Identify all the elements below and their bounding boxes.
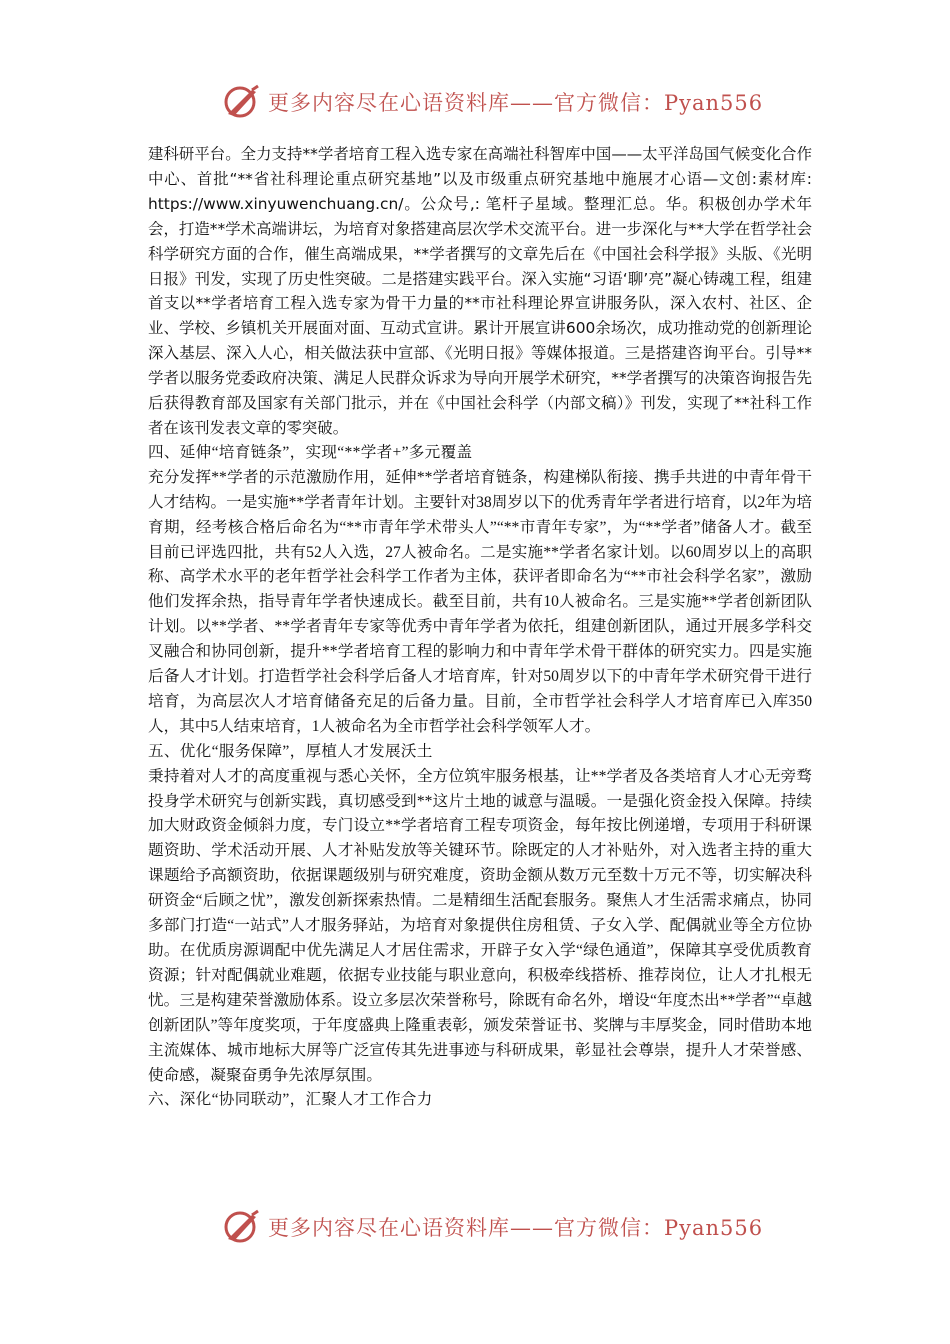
section-heading-6: 六、深化“协同联动”，汇聚人才工作合力 <box>148 1091 433 1109</box>
section-heading-4: 四、延伸“培育链条”，实现“**学者+”多元覆盖 <box>148 443 473 461</box>
banner-text: 更多内容尽在心语资料库——官方微信：Pyan556 <box>268 91 764 115</box>
paragraph-section-5: 秉持着对人才的高度重视与悉心关怀，全方位筑牢服务根基，让**学者及各类培育人才心无旁骛投身学术研究与创新实践，真切感受到**这片土地的诚意与温暖。一是强化资金投入保障。持续加大财政资金倾斜力度，专门设立**学者培育工程专项资金，每年按比例递增，专项用于科研课题资助、学术活动开展、人才补贴发放等关键环节。除既定的人才补贴外，对入选者主持的重大课题给予高额资助，依据课题级别与研究难度，资助金额从数万元至数十万元不等，切实解决科研资金“后顾之忧”，激发创新探索热情。二是精细生活配套服务。聚焦人才生活需求痛点，协同多部门打造“一站式”人才服务驿站，为培育对象提供住房租赁、子女入学、配偶就业等全方位协助。在优质房源调配中优先满足人才居住需求，开辟子女入学“绿色通道”，保障其享受优质教育资源；针对配偶就业难题，依据专业技能与职业意向，积极牵线搭桥、推荐岗位，让人才扎根无忧。三是构建荣誉激励体系。设立多层次荣誉称号，除既有命名外，增设“年度杰出**学者”“卓越创新团队”等年度奖项，于年度盛典上隆重表彰，颁发荣誉证书、奖牌与丰厚奖金，同时借助本地主流媒体、城市地标大屏等广泛宣传其先进事迹与科研成果，彰显社会尊崇，提升人才荣誉感、使命感，凝聚奋勇争先浓厚氛围。 <box>148 767 812 1084</box>
header-banner <box>222 80 764 124</box>
pen-logo-icon <box>222 82 262 122</box>
pen-logo-icon <box>222 1207 262 1247</box>
paragraph-section-4: 充分发挥**学者的示范激励作用，延伸**学者培育链条，构建梯队衔接、携手共进的中青年骨干人才结构。一是实施**学者青年计划。主要针对38周岁以下的优秀青年学者进行培育，以2年为培育期，经考核合格后命名为“**市青年学术带头人”“**市青年专家”，为“**学者”储备人才。截至目前已评选四批，共有52人入选，27人被命名。二是实施**学者名家计划。以60周岁以上的高职称、高学术水平的老年哲学社会科学工作者为主体，获评者即命名为“**市社会科学名家”，激励他们发挥余热，指导青年学者快速成长。截至目前，共有10人被命名。三是实施**学者创新团队计划。以**学者、**学者青年专家等优秀中青年学者为依托，组建创新团队，通过开展多学科交叉融合和协同创新，提升**学者培育工程的影响力和中青年学术骨干群体的研究实力。四是实施后备人才计划。打造哲学社会科学后备人才培育库，针对50周岁以下的中青年学术研究骨干进行培育，为高层次人才培育储备充足的后备力量。目前，全市哲学社会科学人才培育库已入库350人，其中5人结束培育，1人被命名为全市哲学社会科学领军人才。 <box>148 468 812 735</box>
footer-banner <box>222 1205 764 1249</box>
document-body <box>148 142 812 1113</box>
banner-text: 更多内容尽在心语资料库——官方微信：Pyan556 <box>268 1216 764 1240</box>
section-heading-5: 五、优化“服务保障”，厚植人才发展沃土 <box>148 742 433 760</box>
paragraph-platform: 建科研平台。全力支持**学者培育工程入选专家在高端社科智库中国——太平洋岛国气候变化合作中心、首批“**省社科理论重点研究基地”以及市级重点研究基地中施展才心语—文创:素材库: https://www.xinyuwenchuang.cn/。公众号,: 笔杆子星域。整理汇总。华。积极创办学术年会，打造**学术高端讲坛，为培育对象搭建高层次学术交流平台。进一步深化与**大学在哲学社会科学研究方面的合作，催生高端成果，**学者撰写的文章先后在《中国社会科学报》头版、《光明日报》刊发，实现了历史性突破。二是搭建实践平台。深入实施“习语‘聊’亮”凝心铸魂工程，组建首支以**学者培育工程入选专家为骨干力量的**市社科理论界宣讲服务队，深入农村、社区、企业、学校、乡镇机关开展面对面、互动式宣讲。累计开展宣讲600余场次，成功推动党的创新理论深入基层、深入人心，相关做法获中宣部、《光明日报》等媒体报道。三是搭建咨询平台。引导**学者以服务党委政府决策、满足人民群众诉求为导向开展学术研究，**学者撰写的决策咨询报告先后获得教育部及国家有关部门批示，并在《中国社会科学（内部文稿）》刊发，实现了**社科工作者在该刊发表文章的零突破。 <box>148 145 812 437</box>
